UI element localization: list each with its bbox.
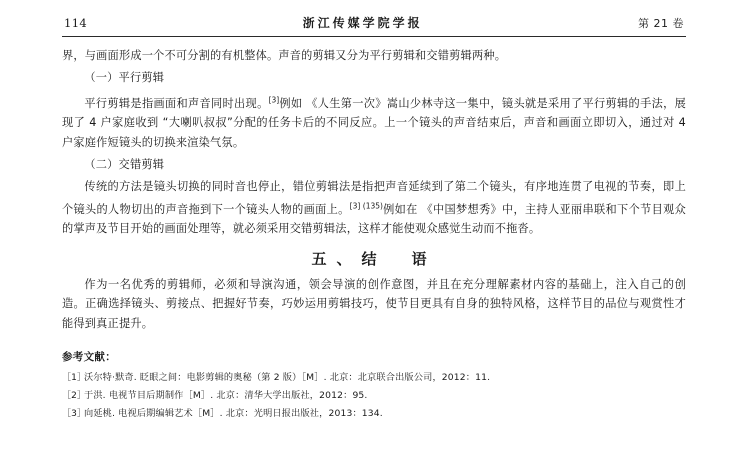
reference-number: ［3］ bbox=[62, 409, 87, 420]
paragraph-parallel-editing bbox=[62, 90, 686, 152]
heading-parallel-editing: （一）平行剪辑 bbox=[84, 71, 165, 84]
journal-title: 浙江传媒学院学报 bbox=[302, 16, 423, 30]
reference-number: ［2］ bbox=[62, 391, 87, 402]
reference-number: ［1］ bbox=[62, 373, 87, 384]
volume-label: 第 21 卷 bbox=[637, 17, 684, 30]
running-head bbox=[62, 14, 686, 36]
reference-item bbox=[62, 369, 686, 387]
paragraph-staggered-editing-text: 传统的方法是镜头切换的同时音也停止，错位剪辑法是指把声音延续到了第二个镜头，有序地连贯了电视的节奏，即上个镜头的人物切出的声音拖到下一个镜头人物的画面上。$^{[3] (135)}$例如在 《中国梦想秀》中，主持人亚丽串联和下个节目观众的掌声及节目开始的画面处理等，就必须采用交错剪辑法，这样才能使观众感觉生动而不拖沓。 bbox=[62, 179, 686, 236]
reference-item bbox=[62, 387, 686, 405]
paragraph-parallel-editing-text: 平行剪辑是指画面和声音同时出现。[3]例如 《人生第一次》嵩山少林寺这一集中，镜头就是采用了平行剪辑的手法，展现了 4 户家庭收到 “大喇叭叔叔”分配的任务卡后的不同反应。上一个镜头的声音结束后，声音和画面立即切入，通过对 4 户家庭作短镜头的切换来渲染气氛。 bbox=[62, 95, 686, 149]
header-rule bbox=[62, 36, 686, 37]
reference-text: 于洪. 电视节目后期制作［M］. 北京：清华大学出版社，2012：95. bbox=[84, 390, 368, 402]
reference-item bbox=[62, 405, 686, 423]
references-title: 参考文献： bbox=[62, 351, 116, 364]
body-text bbox=[62, 46, 686, 333]
section-title-conclusion: 五、结 语 bbox=[311, 249, 437, 268]
citation-marker: [3] bbox=[268, 95, 280, 104]
paragraph-staggered-editing bbox=[62, 177, 686, 239]
references-section bbox=[62, 349, 686, 423]
paragraph-intro: 界，与画面形成一个不可分割的有机整体。声音的剪辑又分为平行剪辑和交错剪辑两种。 bbox=[62, 49, 507, 62]
reference-text: 沃尔特·默奇. 眨眼之间：电影剪辑的奥秘（第 2 版）［M］. 北京：北京联合出版公司，2012：11. bbox=[84, 372, 491, 384]
reference-text: 向延桃. 电视后期编辑艺术［M］. 北京：光明日报出版社，2013：134. bbox=[84, 408, 383, 420]
paragraph-conclusion: 作为一名优秀的剪辑师，必须和导演沟通，领会导演的创作意图，并且在充分理解素材内容的基础上，注入自己的创造。正确选择镜头、剪接点、把握好节奏，巧妙运用剪辑技巧，使节目更具有自身的独特风格，这样节目的品位与观赏性才能得到真正提升。 bbox=[62, 277, 686, 330]
citation-marker: [3] (135) bbox=[349, 201, 383, 211]
heading-staggered-editing: （二）交错剪辑 bbox=[84, 157, 165, 171]
page-number: 114 bbox=[64, 16, 88, 30]
